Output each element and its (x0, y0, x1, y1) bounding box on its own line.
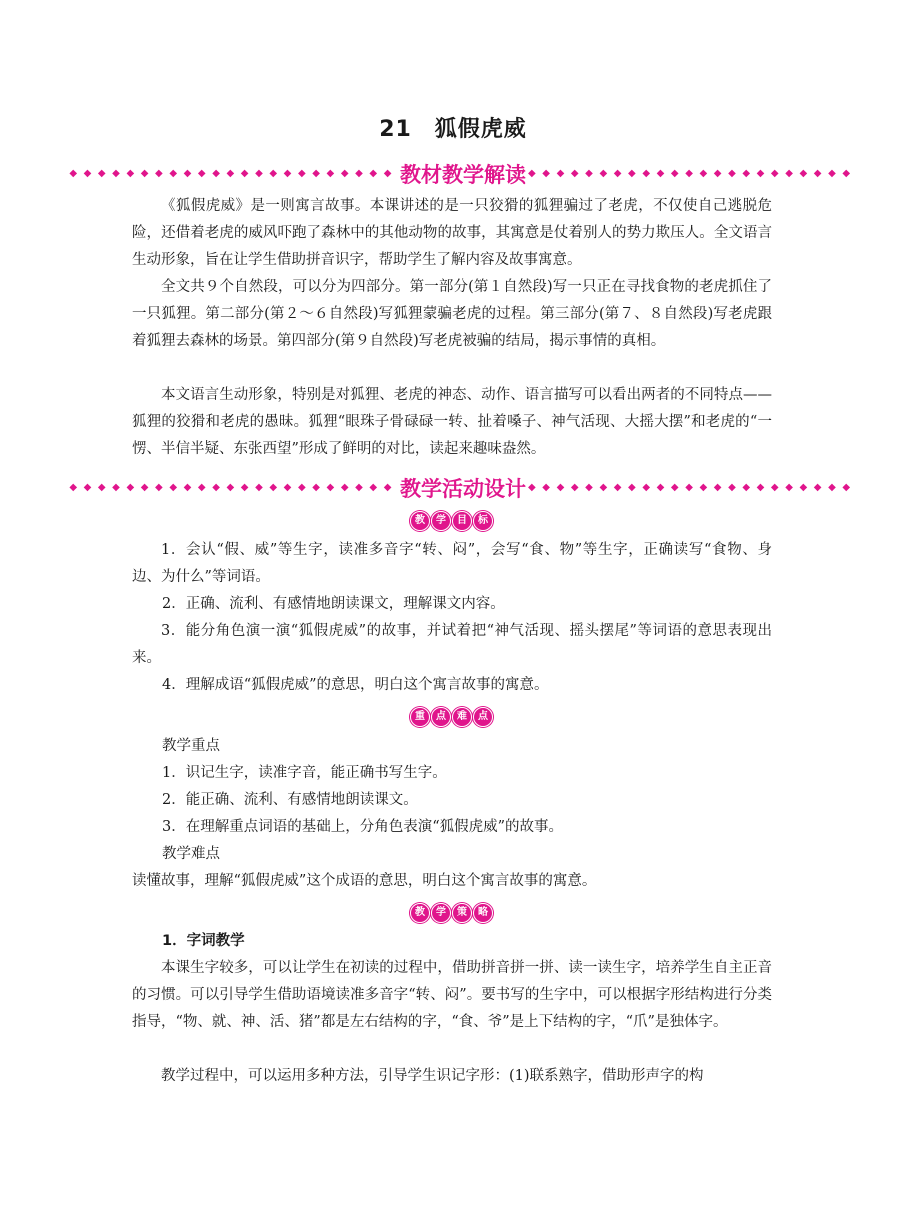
badge-char: 策 (452, 903, 472, 923)
badge-char: 重 (410, 707, 430, 727)
focus-item-1: 1．识记生字，读准字音，能正确书写生字。 (162, 765, 447, 781)
intro-paragraph-3: 本文语言生动形象，特别是对狐狸、老虎的神态、动作、语言描写可以看出两者的不同特点——狐狸的狡猾和老虎的愚昧。狐狸“眼珠子骨碌碌一转、扯着嗓子、神气活现、大摇大摆”和老虎的“一愣、半信半疑、东张西望”形成了鲜明的对比，读起来趣味盎然。 (132, 387, 772, 457)
lesson-title: 21 狐假虎威 (379, 117, 527, 142)
intro-paragraph-1: 《狐假虎威》是一则寓言故事。本课讲述的是一只狡猾的狐狸骗过了老虎，不仅使自己逃脱危险，还借着老虎的威风吓跑了森林中的其他动物的故事，其寓意是仗着别人的势力欺压人。全文语言生动形象，旨在让学生借助拼音识字，帮助学生了解内容及故事寓意。 (132, 198, 772, 268)
decor-dots: ◆◆◆◆◆◆◆◆◆◆◆◆◆◆◆◆◆◆◆◆◆◆◆ (528, 168, 857, 179)
decor-dots: ◆◆◆◆◆◆◆◆◆◆◆◆◆◆◆◆◆◆◆◆◆◆◆ (528, 482, 857, 493)
section-title-reading: 教材教学解读 (400, 163, 526, 187)
difficulty-heading: 教学难点 (162, 846, 220, 862)
difficulty-item-1: 读懂故事，理解“狐假虎威”这个成语的意思，明白这个寓言故事的寓意。 (132, 873, 597, 889)
badge-char: 点 (473, 707, 493, 727)
focus-heading: 教学重点 (162, 738, 220, 754)
badge-char: 学 (431, 903, 451, 923)
badge-char: 点 (431, 707, 451, 727)
badge-char: 难 (452, 707, 472, 727)
badge-char: 教 (410, 511, 430, 531)
badge-key-points (410, 707, 493, 727)
section-banner-activity (69, 473, 857, 503)
section-title-activity: 教学活动设计 (400, 477, 526, 501)
badge-char: 目 (452, 511, 472, 531)
decor-dots: ◆◆◆◆◆◆◆◆◆◆◆◆◆◆◆◆◆◆◆◆◆◆◆ (69, 482, 398, 493)
goal-item-2: 2．正确、流利、有感情地朗读课文，理解课文内容。 (162, 596, 505, 612)
focus-item-2: 2．能正确、流利、有感情地朗读课文。 (162, 792, 418, 808)
strategy-paragraph-1: 本课生字较多，可以让学生在初读的过程中，借助拼音拼一拼、读一读生字，培养学生自主正音的习惯。可以引导学生借助语境读准多音字“转、闷”。要书写的生字中，可以根据字形结构进行分类指导，“物、就、神、活、猪”都是左右结构的字，“食、爷”是上下结构的字，“爪”是独体字。 (132, 960, 772, 1030)
strategy-heading-1: 1．字词教学 (162, 933, 245, 949)
strategy-paragraph-2: 教学过程中，可以运用多种方法，引导学生识记字形：(1)联系熟字，借助形声字的构 (161, 1068, 704, 1084)
badge-char: 教 (410, 903, 430, 923)
badge-char: 标 (473, 511, 493, 531)
decor-dots: ◆◆◆◆◆◆◆◆◆◆◆◆◆◆◆◆◆◆◆◆◆◆◆ (69, 168, 398, 179)
badge-char: 略 (473, 903, 493, 923)
goal-item-1: 1．会认“假、威”等生字，读准多音字“转、闷”，会写“食、物”等生字，正确读写“食物、身边、为什么”等词语。 (132, 542, 772, 585)
intro-paragraph-2: 全文共９个自然段，可以分为四部分。第一部分(第１自然段)写一只正在寻找食物的老虎抓住了一只狐狸。第二部分(第２～６自然段)写狐狸蒙骗老虎的过程。第三部分(第７、８自然段)写老虎跟着狐狸去森林的场景。第四部分(第９自然段)写老虎被骗的结局，揭示事情的真相。 (132, 279, 772, 349)
focus-item-3: 3．在理解重点词语的基础上，分角色表演“狐假虎威”的故事。 (162, 819, 564, 835)
section-banner-reading (69, 159, 857, 189)
goal-item-4: 4．理解成语“狐假虎威”的意思，明白这个寓言故事的寓意。 (162, 677, 549, 693)
badge-teaching-strategy (410, 903, 493, 923)
badge-teaching-goals (410, 511, 493, 531)
goal-item-3: 3．能分角色演一演“狐假虎威”的故事，并试着把“神气活现、摇头摆尾”等词语的意思表现出来。 (132, 623, 772, 666)
badge-char: 学 (431, 511, 451, 531)
